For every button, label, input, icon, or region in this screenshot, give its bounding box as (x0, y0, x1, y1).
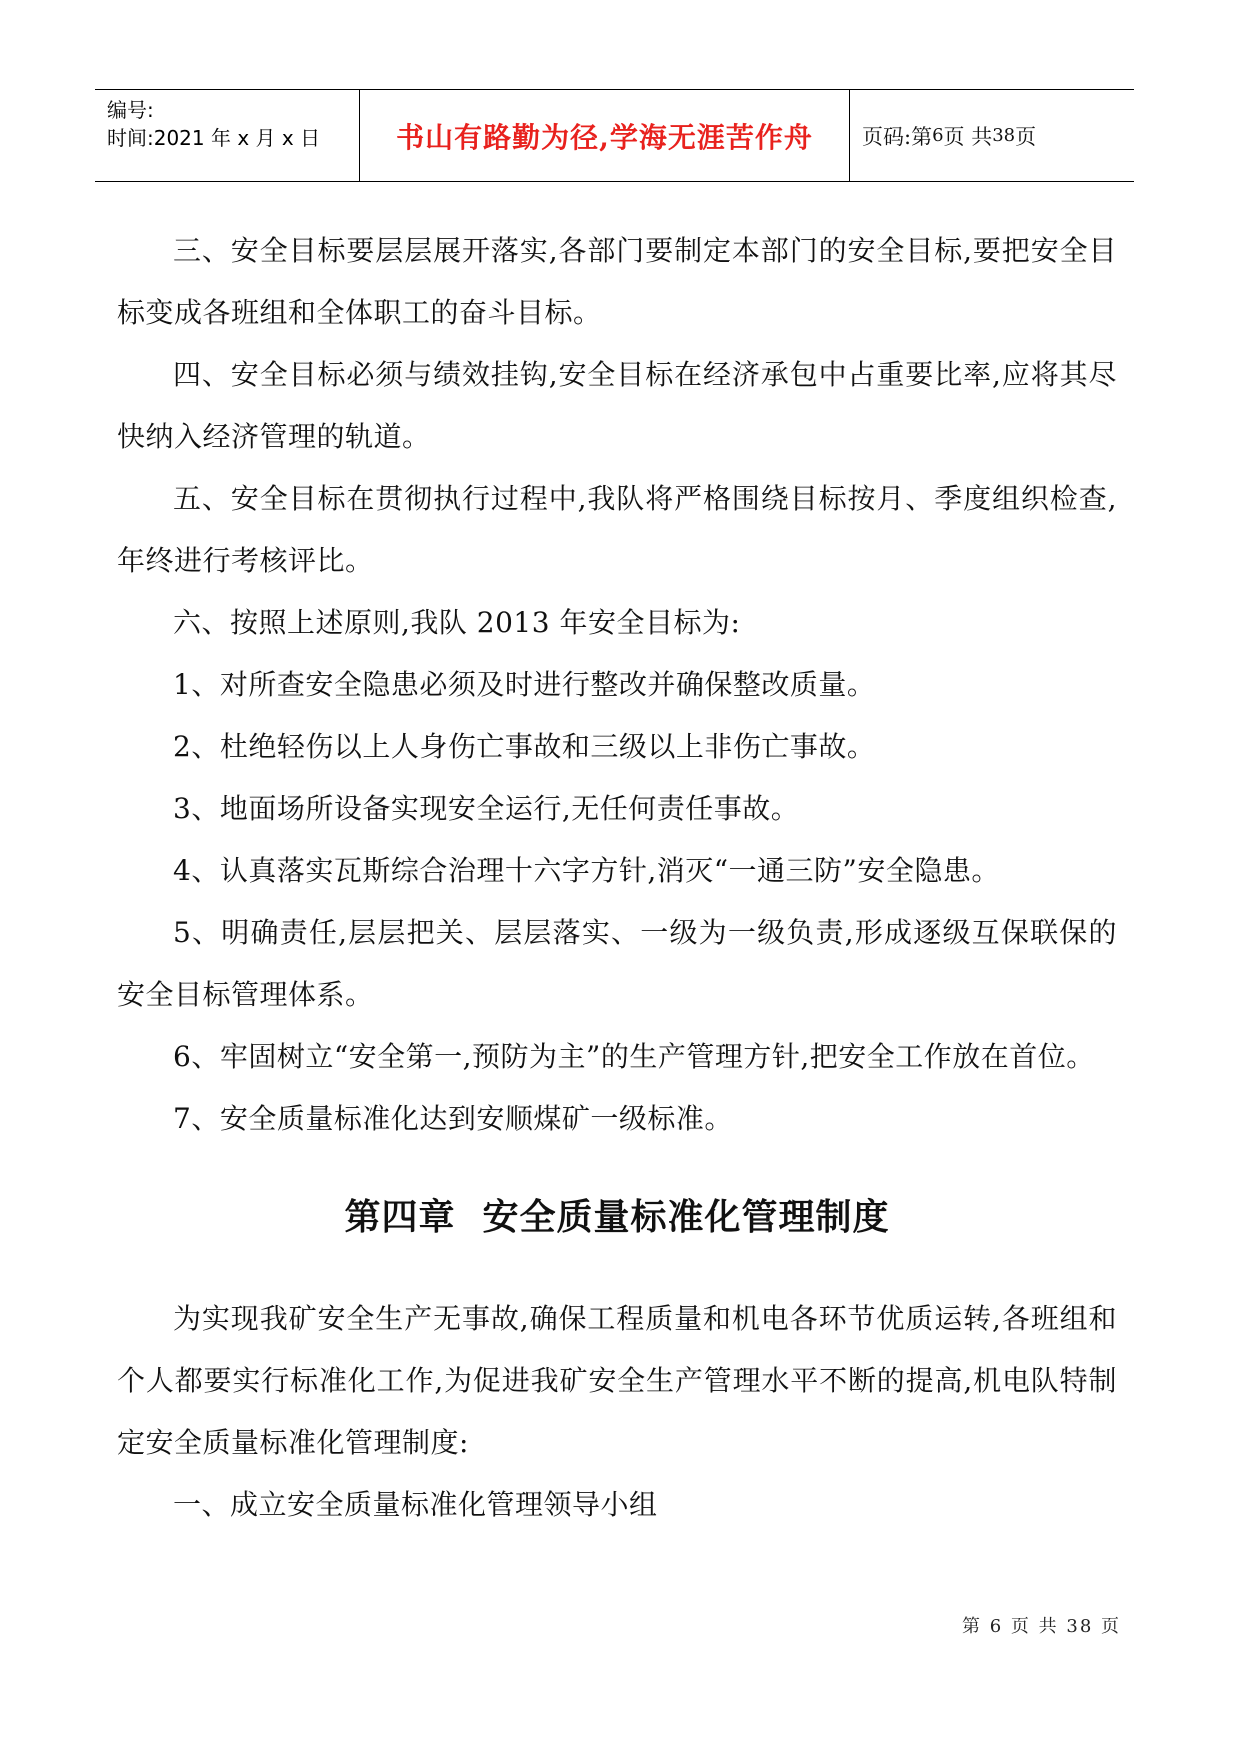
page-mid: 页 共 (943, 124, 993, 149)
list-item: 2、杜绝轻伤以上人身伤亡事故和三级以上非伤亡事故。 (173, 730, 876, 763)
document-body (117, 220, 1117, 1536)
section-heading: 一、成立安全质量标准化管理领导小组 (173, 1488, 658, 1521)
paragraph: 为实现我矿安全生产无事故,确保工程质量和机电各环节优质运转,各班组和个人都要实行标准化工作,为促进我矿安全生产管理水平不断的提高,机电队特制定安全质量标准化管理制度: (117, 1302, 1117, 1459)
paragraph: 五、安全目标在贯彻执行过程中,我队将严格围绕目标按月、季度组织检查,年终进行考核评比。 (117, 482, 1117, 577)
page-total: 38 (992, 125, 1016, 146)
header-motto: 书山有路勤为径,学海无涯苦作舟 (396, 120, 813, 154)
header-page-cell (850, 90, 1134, 181)
list-item: 5、明确责任,层层把关、层层落实、一级为一级负责,形成逐级互保联保的安全目标管理体系。 (117, 916, 1117, 1011)
page-prefix: 页码:第 (862, 124, 933, 149)
paragraph: 六、按照上述原则,我队 2013 年安全目标为: (173, 606, 741, 639)
document-number-label: 编号: (107, 98, 154, 122)
list-item: 1、对所查安全隐患必须及时进行整改并确保整改质量。 (173, 668, 876, 701)
header-meta-cell (95, 90, 360, 181)
document-header (95, 89, 1134, 182)
page-footer: 第 6 页 共 38 页 (962, 1616, 1121, 1637)
list-item: 6、牢固树立“安全第一,预防为主”的生产管理方针,把安全工作放在首位。 (173, 1040, 1095, 1073)
list-item: 3、地面场所设备实现安全运行,无任何责任事故。 (173, 792, 800, 825)
document-time-label: 时间:2021 年 x 月 x 日 (107, 126, 321, 150)
page-current: 6 (932, 125, 944, 146)
header-motto-cell (360, 90, 850, 181)
page-suffix: 页 (1015, 124, 1037, 149)
paragraph: 四、安全目标必须与绩效挂钩,安全目标在经济承包中占重要比率,应将其尽快纳入经济管理的轨道。 (117, 358, 1117, 453)
chapter-title: 第四章 安全质量标准化管理制度 (344, 1197, 890, 1238)
list-item: 7、安全质量标准化达到安顺煤矿一级标准。 (173, 1102, 733, 1135)
list-item: 4、认真落实瓦斯综合治理十六字方针,消灭“一通三防”安全隐患。 (173, 854, 1000, 887)
paragraph: 三、安全目标要层层展开落实,各部门要制定本部门的安全目标,要把安全目标变成各班组和全体职工的奋斗目标。 (117, 234, 1117, 329)
